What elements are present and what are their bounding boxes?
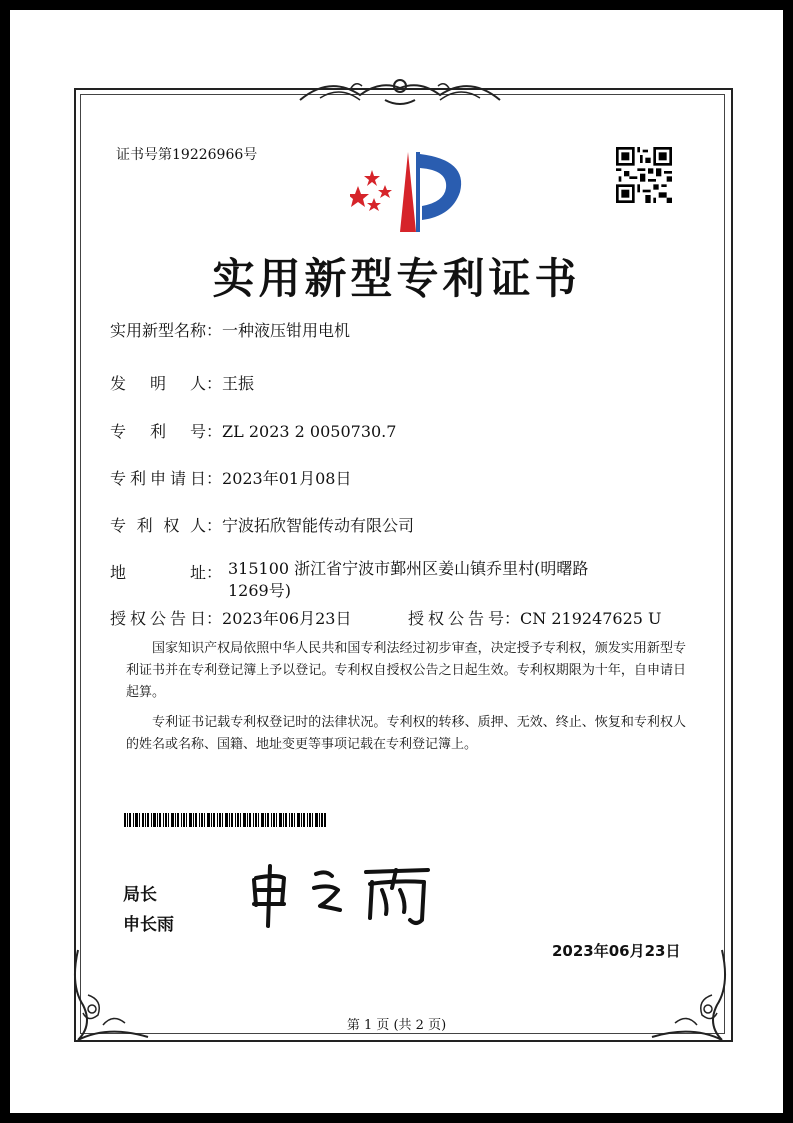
signature-date: 2023年06月23日 [552,942,681,960]
certificate-page [10,10,783,1113]
holder-separator: ： [206,516,223,535]
field-row-inventor [110,371,254,394]
page-number: 第 1 页 (共 2 页) [346,1018,447,1033]
legal-paragraph-1: 国家知识产权局依照中华人民共和国专利法经过初步审查，决定授予专利权，颁发实用新型专利证书并在专利登记簿上予以登记。专利权自授权公告之日起生效。专利权期限为十年，自申请日起算。 [126,641,686,700]
grant-date-separator: ： [206,609,223,628]
field-row-grant-date [110,606,351,629]
field-row-patent-no [110,419,396,442]
inventor-value: 王振 [222,374,255,393]
filing-date-separator: ： [206,469,223,488]
inventor-label: 发明人 [110,374,206,393]
patent-office-logo-icon [350,140,470,240]
grant-date-value: 2023年06月23日 [222,609,352,628]
legal-paragraph-2: 专利证书记载专利权登记时的法律状况。专利权的转移、质押、无效、终止、恢复和专利权人的姓名或名称、国籍、地址变更等事项记载在专利登记簿上。 [126,715,686,752]
signatory-title: 局长 [123,885,157,905]
field-row-address [110,560,222,583]
field-row-holder [110,513,414,536]
certificate-number: 证书号第19226966号 [116,147,258,163]
field-row-grant-no [408,606,662,629]
address-value: 315100 浙江省宁波市鄞州区姜山镇乔里村(明曙路1269号) [228,559,589,600]
barcode-icon [124,813,326,827]
top-ornament-icon [290,70,510,110]
address-label: 地址 [110,563,206,582]
field-row-name [110,318,350,341]
grant-date-label: 授权公告日 [110,609,206,628]
qr-code-icon [616,147,672,203]
patent-no-separator: ： [206,422,223,441]
name-value: 一种液压钳用电机 [222,321,351,340]
signatory-name: 申长雨 [123,915,174,935]
grant-no-value: CN 219247625 U [520,609,662,628]
holder-value: 宁波拓欣智能传动有限公司 [222,516,415,535]
holder-label: 专利权人 [110,516,206,535]
filing-date-value: 2023年01月08日 [222,469,352,488]
address-separator: ： [206,563,223,582]
grant-no-label: 授权公告号 [408,609,504,628]
handwritten-signature-icon [246,860,436,930]
inventor-separator: ： [206,374,223,393]
name-separator: ： [206,321,223,340]
field-row-filing-date [110,466,351,489]
name-label: 实用新型名称 [110,321,207,340]
grant-no-separator: ： [504,609,521,628]
filing-date-label: 专利申请日 [110,469,206,488]
patent-no-label: 专利号 [110,422,206,441]
certificate-title: 实用新型专利证书 [212,254,581,303]
patent-no-value: ZL 2023 2 0050730.7 [222,422,397,441]
